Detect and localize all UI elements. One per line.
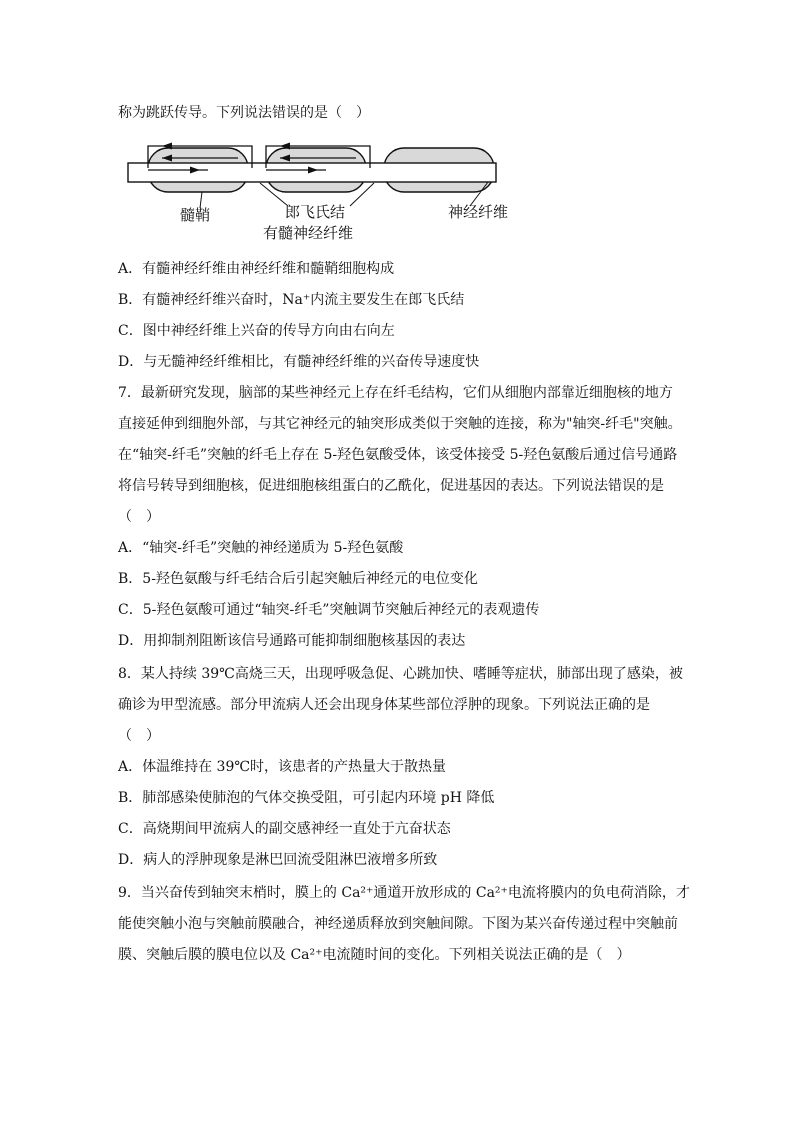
q8-answer-bracket: （ ） [118, 728, 160, 744]
q9-stem-line: 9．当兴奋传到轴突末梢时，膜上的 Ca²⁺通道开放形成的 Ca²⁺电流将膜内的负电荷消除，才 [118, 885, 690, 901]
q7-option-b: B．5-羟色氨酸与纤毛结合后引起突触后神经元的电位变化 [118, 571, 478, 587]
q8-option-c: C．高烧期间甲流病人的副交感神经一直处于亢奋状态 [118, 821, 451, 837]
label-node: 郎飞氏结 [285, 203, 346, 221]
q8-option-d: D．病人的浮肿现象是淋巴回流受阻淋巴液增多所致 [118, 852, 438, 868]
q8-stem-line: 确诊为甲型流感。部分甲流病人还会出现身体某些部位浮肿的现象。下列说法正确的是 [118, 697, 650, 713]
q9-stem-line: 膜、突触后膜的膜电位以及 Ca²⁺电流随时间的变化。下列相关说法正确的是（ ） [118, 947, 631, 963]
q7-stem-line: 将信号转导到细胞核，促进细胞核组蛋白的乙酰化，促进基因的表达。下列说法错误的是 [118, 478, 664, 494]
label-myelin: 髓鞘 [180, 206, 211, 224]
q9-stem-line: 能使突触小泡与突触前膜融合，神经递质释放到突触间隙。下图为某兴奋传递过程中突触前 [118, 916, 678, 932]
axon [128, 163, 496, 182]
q7-answer-bracket: （ ） [118, 509, 160, 525]
intro-text: 称为跳跃传导。下列说法错误的是（ ） [118, 105, 370, 121]
q7-option-d: D．用抑制剂阻断该信号通路可能抑制细胞核基因的表达 [118, 633, 466, 649]
label-fiber: 神经纤维 [448, 203, 509, 221]
q6-option-c: C．图中神经纤维上兴奋的传导方向由右向左 [118, 323, 395, 339]
q6-option-b: B．有髓神经纤维兴奋时，Na⁺内流主要发生在郎飞氏结 [118, 292, 465, 308]
q8-option-b: B．肺部感染使肺泡的气体交换受阻，可引起内环境 pH 降低 [118, 790, 495, 806]
q8-option-a: A．体温维持在 39℃时，该患者的产热量大于散热量 [118, 759, 447, 775]
q7-stem-line: 在“轴突-纤毛”突触的纤毛上存在 5-羟色氨酸受体，该受体接受 5-羟色氨酸后通过信号通路 [118, 447, 678, 463]
myelinated-fiber-diagram [118, 138, 518, 248]
q8-stem-line: 8．某人持续 39℃高烧三天，出现呼吸急促、心跳加快、嗜睡等症状，肺部出现了感染，被 [118, 666, 683, 682]
label-caption: 有髓神经纤维 [263, 224, 354, 242]
q6-option-a: A．有髓神经纤维由神经纤维和髓鞘细胞构成 [118, 261, 395, 277]
q7-option-a: A．“轴突-纤毛”突触的神经递质为 5-羟色氨酸 [118, 540, 404, 556]
q7-stem-line: 7．最新研究发现，脑部的某些神经元上存在纤毛结构，它们从细胞内部靠近细胞核的地方 [118, 385, 673, 401]
q7-stem-line: 直接延伸到细胞外部，与其它神经元的轴突形成类似于突触的连接，称为"轴突-纤毛"突触。 [118, 416, 682, 432]
q7-option-c: C．5-羟色氨酸可通过“轴突-纤毛”突触调节突触后神经元的表观遗传 [118, 602, 540, 618]
q6-option-d: D．与无髓神经纤维相比，有髓神经纤维的兴奋传导速度快 [118, 354, 480, 370]
